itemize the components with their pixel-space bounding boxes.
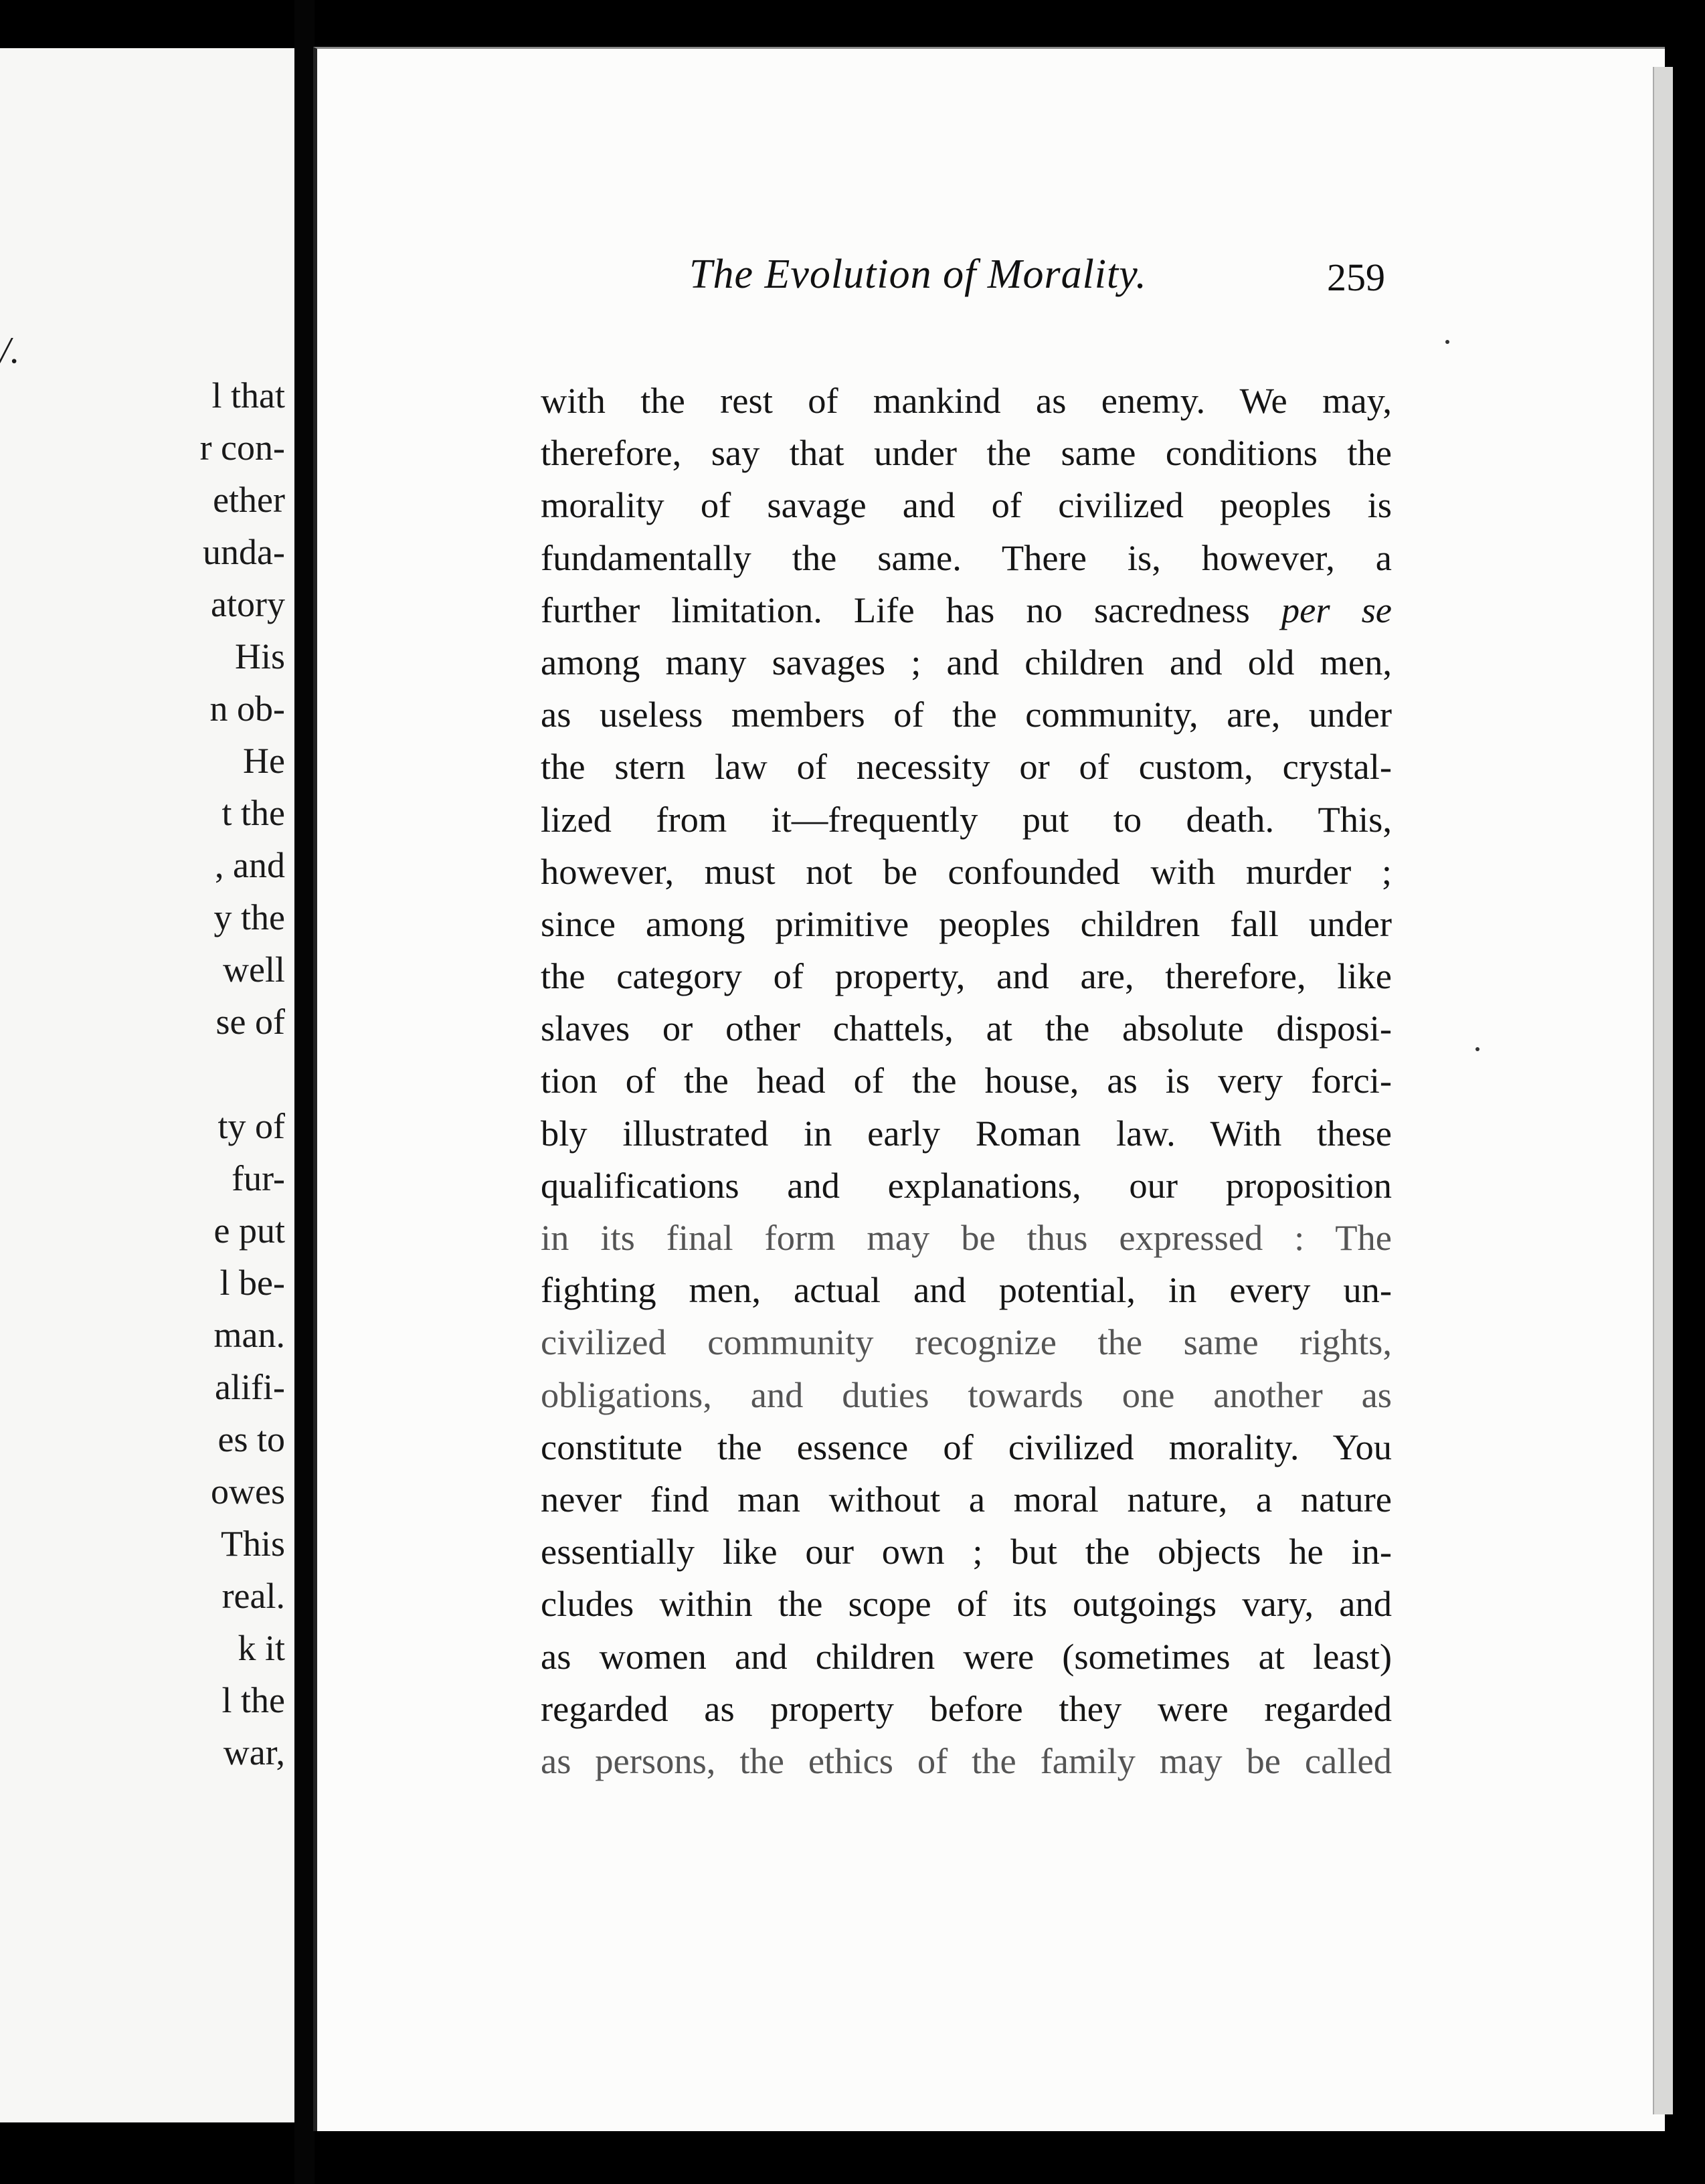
left-page-line: , and — [215, 845, 285, 885]
body-line: tion of the head of the house, as is very forci- — [541, 1060, 1392, 1101]
left-facing-page — [0, 48, 294, 2122]
left-page-line: t the — [221, 793, 285, 833]
running-title: The Evolution of Morality. — [689, 252, 1147, 297]
page-number: 259 — [1327, 256, 1385, 299]
left-page-text — [4, 369, 285, 1779]
left-page-line: l the — [221, 1680, 285, 1720]
body-line: as persons, the ethics of the family may be called — [541, 1740, 1392, 1781]
left-page-line: His — [234, 636, 285, 676]
body-line: further limitation. Life has no sacredness per se — [541, 589, 1392, 630]
body-line: with the rest of mankind as enemy. We may, — [541, 380, 1392, 421]
body-line: cludes within the scope of its outgoings vary, and — [541, 1583, 1392, 1625]
left-page-line: es to — [217, 1419, 285, 1459]
left-page-line: r con- — [199, 428, 285, 468]
body-line: essentially like our own ; but the objects he in- — [541, 1531, 1392, 1572]
left-page-line: ether — [213, 480, 285, 520]
left-page-line: unda- — [203, 532, 285, 572]
speck-mark — [1445, 340, 1449, 344]
left-page-line: owes — [211, 1471, 285, 1512]
left-page-line — [4, 1048, 285, 1100]
left-page-line: This — [220, 1524, 285, 1564]
body-line: since among primitive peoples children fall under — [541, 903, 1392, 944]
left-page-line: alifi- — [215, 1367, 285, 1407]
left-page-line: ty of — [217, 1106, 285, 1146]
left-page-line: n ob- — [209, 689, 285, 729]
body-line: never find man without a moral nature, a nature — [541, 1478, 1392, 1520]
left-page-line: fur- — [232, 1158, 285, 1198]
body-line: regarded as property before they were regarded — [541, 1688, 1392, 1729]
body-line: morality of savage and of civilized peoples is — [541, 484, 1392, 526]
left-page-line: man. — [213, 1315, 285, 1355]
left-page-line: l that — [211, 375, 285, 416]
body-line: in its final form may be thus expressed : The — [541, 1217, 1392, 1258]
left-page-header-fragment: /. — [0, 330, 20, 371]
body-line: however, must not be confounded with murder ; — [541, 850, 1392, 892]
body-text — [541, 375, 1392, 1787]
running-head — [375, 251, 1385, 311]
body-line: obligations, and duties towards one another as — [541, 1374, 1392, 1415]
body-line: qualifications and explanations, our proposition — [541, 1164, 1392, 1206]
body-line: fighting men, actual and potential, in every un- — [541, 1269, 1392, 1311]
left-page-line: e put — [213, 1210, 285, 1251]
body-line: the category of property, and are, therefore, like — [541, 955, 1392, 997]
body-line: the stern law of necessity or of custom, crystal- — [541, 746, 1392, 788]
left-page-line: l be- — [219, 1263, 285, 1303]
body-line: among many savages ; and children and old men, — [541, 641, 1392, 682]
body-line: slaves or other chattels, at the absolute disposi- — [541, 1008, 1392, 1049]
left-page-line: real. — [221, 1576, 285, 1616]
speck-mark — [1475, 1047, 1479, 1051]
body-line: as useless members of the community, are, under — [541, 694, 1392, 735]
body-line: civilized community recognize the same rights, — [541, 1322, 1392, 1363]
left-page-line: atory — [211, 584, 285, 624]
left-page-line: se of — [215, 1002, 285, 1042]
body-line: therefore, say that under the same conditions the — [541, 432, 1392, 474]
left-page-line: k it — [238, 1628, 285, 1668]
left-page-line: war, — [223, 1732, 285, 1772]
left-page-line: well — [223, 949, 285, 990]
left-page-line: y the — [213, 897, 285, 937]
body-line: lized from it—frequently put to death. This, — [541, 798, 1392, 840]
page-edge — [1653, 67, 1673, 2114]
book-gutter — [294, 0, 315, 2184]
body-line: bly illustrated in early Roman law. With these — [541, 1112, 1392, 1154]
body-line: as women and children were (sometimes at least) — [541, 1635, 1392, 1677]
left-page-line: He — [243, 741, 285, 781]
body-line: fundamentally the same. There is, however, a — [541, 537, 1392, 578]
italic-phrase: per se — [1281, 589, 1392, 630]
body-line: constitute the essence of civilized morality. You — [541, 1426, 1392, 1467]
